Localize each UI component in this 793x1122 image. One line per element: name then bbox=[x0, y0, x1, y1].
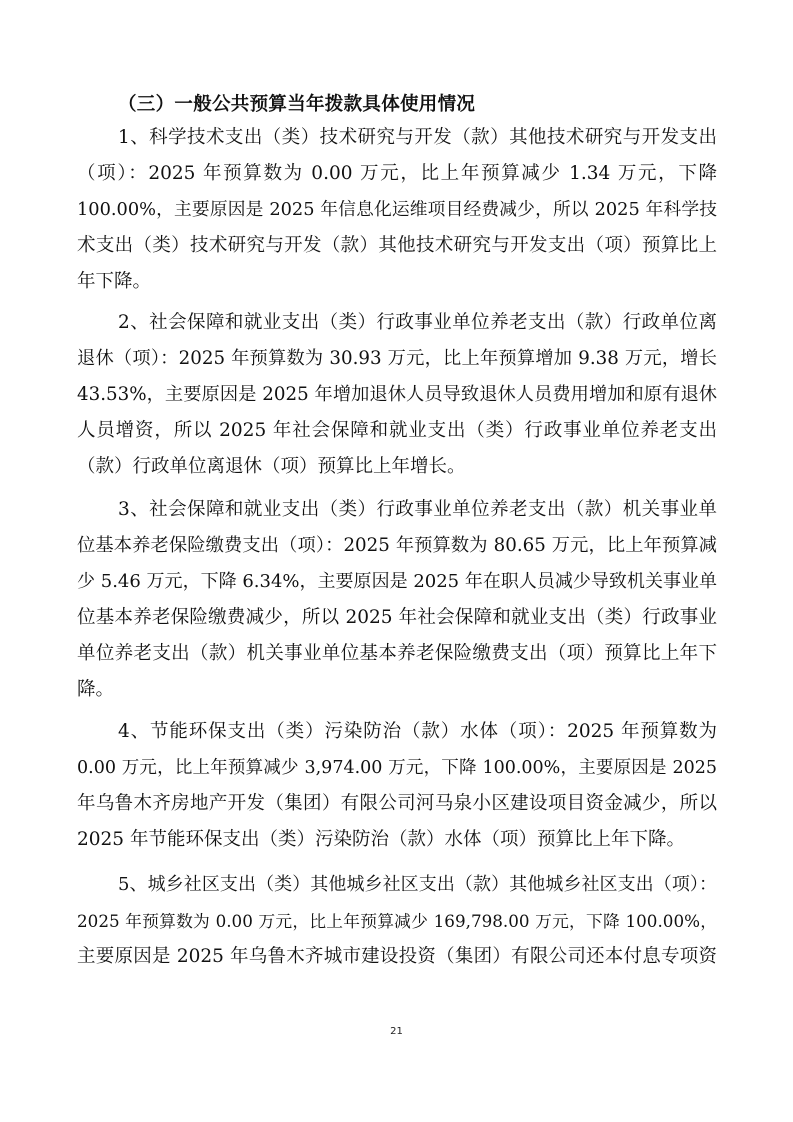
paragraph-line: 4、节能环保支出（类）污染防治（款）水体（项）：2025 年预算数为 bbox=[118, 721, 717, 742]
paragraph-line: 43.53%，主要原因是 2025 年增加退休人员导致退休人员费用增加和原有退休 bbox=[77, 384, 717, 405]
paragraph-line: 2025 年节能环保支出（类）污染防治（款）水体（项）预算比上年下降。 bbox=[77, 829, 685, 850]
paragraph-line: （款）行政单位离退休（项）预算比上年增长。 bbox=[77, 456, 466, 477]
paragraph-line: 术支出（类）技术研究与开发（款）其他技术研究与开发支出（项）预算比上 bbox=[77, 235, 717, 256]
paragraph-line: 位基本养老保险缴费减少，所以 2025 年社会保障和就业支出（类）行政事业 bbox=[77, 607, 717, 628]
paragraph-line: 年乌鲁木齐房地产开发（集团）有限公司河马泉小区建设项目资金减少，所以 bbox=[77, 793, 717, 814]
paragraph-line: 退休（项）：2025 年预算数为 30.93 万元，比上年预算增加 9.38 万元，增长 bbox=[77, 348, 717, 369]
paragraph-line: 100.00%，主要原因是 2025 年信息化运维项目经费减少，所以 2025 年科学技 bbox=[77, 200, 717, 220]
paragraph-line: 位基本养老保险缴费支出（项）：2025 年预算数为 80.65 万元，比上年预算减 bbox=[77, 535, 717, 556]
paragraph-line: 1、科学技术支出（类）技术研究与开发（款）其他技术研究与开发支出 bbox=[118, 127, 717, 148]
paragraph-line: 3、社会保障和就业支出（类）行政事业单位养老支出（款）机关事业单 bbox=[118, 499, 717, 520]
paragraph-line: 2、社会保障和就业支出（类）行政事业单位养老支出（款）行政单位离 bbox=[118, 312, 717, 333]
paragraph-line: （项）：2025 年预算数为 0.00 万元，比上年预算减少 1.34 万元，下降 bbox=[77, 163, 717, 184]
paragraph-line: 年下降。 bbox=[77, 271, 152, 292]
paragraph-line: 降。 bbox=[77, 679, 115, 700]
paragraph-line: 人员增资，所以 2025 年社会保障和就业支出（类）行政事业单位养老支出 bbox=[77, 420, 717, 441]
page-number: 21 bbox=[390, 1026, 403, 1037]
paragraph-line: 主要原因是 2025 年乌鲁木齐城市建设投资（集团）有限公司还本付息专项资 bbox=[77, 946, 717, 967]
paragraph-line: 单位养老支出（款）机关事业单位基本养老保险缴费支出（项）预算比上年下 bbox=[77, 643, 717, 664]
section-heading: （三）一般公共预算当年拨款具体使用情况 bbox=[118, 94, 476, 115]
paragraph-line: 2025 年预算数为 0.00 万元，比上年预算减少 169,798.00 万元，下降 100.00%， bbox=[77, 911, 717, 931]
paragraph-line: 少 5.46 万元，下降 6.34%，主要原因是 2025 年在职人员减少导致机关事业单 bbox=[77, 571, 717, 592]
paragraph-line: 0.00 万元，比上年预算减少 3,974.00 万元，下降 100.00%，主要原因是 2025 bbox=[77, 758, 717, 778]
paragraph-line: 5、城乡社区支出（类）其他城乡社区支出（款）其他城乡社区支出（项）： bbox=[118, 874, 717, 895]
